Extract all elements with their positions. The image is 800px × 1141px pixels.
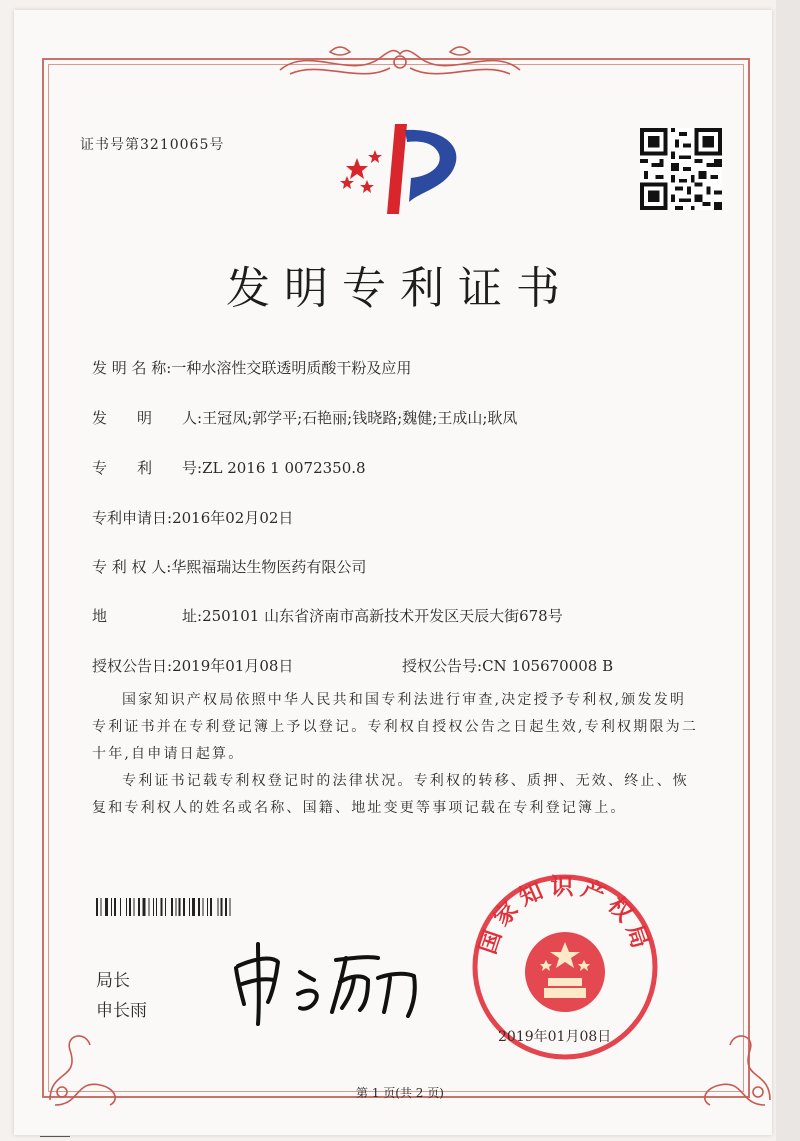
- field-value: 王冠凤;郭学平;石艳丽;钱晓路;魏健;王成山;耿凤: [202, 409, 518, 427]
- barcode-icon: [96, 898, 274, 916]
- barcode-bar: [129, 898, 131, 916]
- barcode-bar: [143, 898, 146, 916]
- barcode-bar: [126, 898, 127, 916]
- field-label: 授权公告号:: [402, 657, 483, 675]
- barcode-bar: [192, 898, 195, 916]
- field-label: 授权公告日:: [92, 657, 173, 675]
- seal-text: 国家知识产权局: [475, 874, 655, 958]
- field-label: 专 利 号:: [92, 459, 203, 477]
- barcode-bar: [207, 898, 208, 916]
- barcode-bar: [203, 898, 204, 916]
- field-value: 250101 山东省济南市高新技术开发区天辰大街678号: [202, 607, 563, 625]
- certificate-number: 证书号第3210065号: [80, 137, 225, 153]
- barcode-bar: [183, 898, 185, 916]
- barcode-bar: [149, 898, 150, 916]
- page-number: 第 1 页(共 2 页): [356, 1086, 444, 1100]
- barcode-bar: [156, 898, 157, 916]
- field-invention-name: [92, 357, 411, 378]
- field-patent-no: [92, 457, 366, 478]
- field-value: 华熙福瑞达生物医药有限公司: [171, 558, 367, 576]
- barcode-bar: [179, 898, 181, 916]
- field-grant-date: [92, 655, 293, 676]
- field-label: 地 址:: [92, 607, 203, 625]
- barcode-bar: [96, 898, 98, 916]
- field-grant-no: [402, 655, 613, 676]
- signature-mark: [228, 938, 438, 1028]
- field-label: 专利申请日:: [92, 509, 173, 527]
- field-value: ZL 2016 1 0072350.8: [202, 459, 366, 477]
- field-label: 发 明 人:: [92, 409, 203, 427]
- barcode-bar: [153, 898, 154, 916]
- seal-date: 2019年01月08日: [498, 1029, 612, 1045]
- field-label: 专 利 权 人:: [92, 558, 172, 576]
- barcode-bar: [230, 898, 231, 916]
- statement-paragraph-1: 国家知识产权局依照中华人民共和国专利法进行审查,决定授予专利权,颁发发明专利证书并在专利登记簿上予以登记。专利权自授权公告之日起生效,专利权期限为二十年,自申请日起算。: [92, 692, 699, 762]
- field-label: 发 明 名 称:: [92, 359, 172, 377]
- barcode-bar: [105, 898, 108, 916]
- page-title: 发明专利证书: [226, 263, 574, 314]
- signatory-title: 局长: [96, 971, 130, 991]
- field-value: 2019年01月08日: [172, 657, 294, 675]
- barcode-bar: [218, 898, 219, 916]
- field-value: 一种水溶性交联透明质酸干粉及应用: [171, 359, 412, 377]
- statement-paragraph-2: 专利证书记载专利权登记时的法律状况。专利权的转移、质押、无效、终止、恢复和专利权人的姓名或名称、国籍、地址变更等事项记载在专利登记簿上。: [92, 773, 689, 816]
- field-value: 2016年02月02日: [172, 509, 294, 527]
- barcode-bar: [165, 898, 166, 916]
- cnipa-logo-icon: [335, 118, 475, 218]
- barcode-bar: [111, 898, 112, 916]
- barcode-bar: [198, 898, 200, 916]
- field-patentee: [92, 556, 366, 577]
- scan-mark: [40, 1136, 70, 1137]
- scan-edge: [776, 0, 800, 1141]
- barcode-bar: [176, 898, 177, 916]
- barcode-bar: [114, 898, 116, 916]
- top-ornament: [270, 40, 530, 84]
- barcode-bar: [171, 898, 173, 916]
- field-address: [92, 605, 563, 626]
- barcode-bar: [210, 898, 212, 916]
- field-filing-date: [92, 507, 293, 528]
- field-value: CN 105670008 B: [482, 657, 614, 675]
- qr-code-icon: [640, 128, 722, 210]
- barcode-bar: [101, 898, 102, 916]
- barcode-bar: [225, 898, 227, 916]
- barcode-bar: [189, 898, 190, 916]
- barcode-bar: [161, 898, 163, 916]
- barcode-bar: [120, 898, 121, 916]
- field-inventors: [92, 407, 517, 428]
- signatory-name: 申长雨: [96, 1001, 147, 1021]
- barcode-bar: [221, 898, 223, 916]
- barcode-bar: [134, 898, 135, 916]
- barcode-bar: [138, 898, 140, 916]
